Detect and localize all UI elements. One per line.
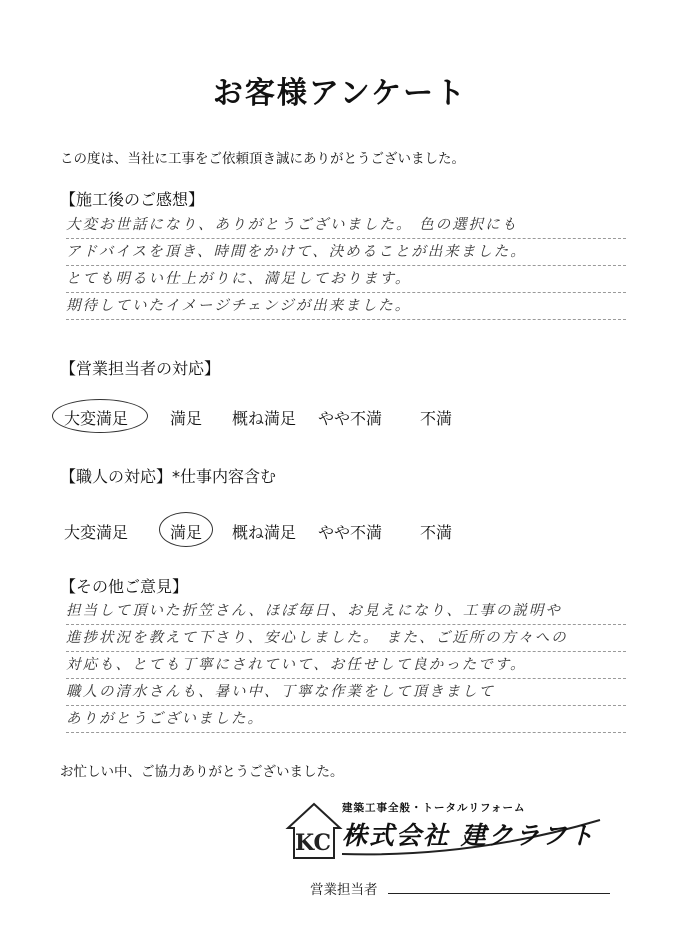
sales-option-somewhat-dissatisfied[interactable]: やや不満: [318, 409, 383, 428]
craftsman-option-somewhat-dissatisfied[interactable]: やや不満: [318, 523, 383, 542]
impressions-line: アドバイスを頂き、時間をかけて、決めることが出来ました。: [66, 240, 626, 266]
logo-letters: KC: [295, 830, 332, 856]
other-line: 対応も、とても丁寧にされていて、お任せして良かったです。: [66, 653, 626, 679]
signature-line[interactable]: [388, 893, 610, 894]
craftsman-option-mostly-satisfied[interactable]: 概ね満足: [232, 523, 297, 542]
impressions-line: 期待していたイメージチェンジが出来ました。: [66, 294, 626, 320]
impressions-line: とても明るい仕上がりに、満足しております。: [66, 267, 626, 293]
other-heading: 【その他ご意見】: [60, 577, 189, 596]
craftsman-option-satisfied[interactable]: 満足: [170, 523, 203, 542]
closing-text: お忙しい中、ご協力ありがとうございました。: [60, 764, 344, 780]
craftsman-option-very-satisfied[interactable]: 大変満足: [64, 523, 129, 542]
sales-option-mostly-satisfied[interactable]: 概ね満足: [232, 409, 297, 428]
craftsman-heading: 【職人の対応】*仕事内容含む: [60, 467, 277, 486]
intro-text: この度は、当社に工事をご依頼頂き誠にありがとうございました。: [60, 151, 465, 167]
signature-label: 営業担当者: [310, 882, 378, 898]
sales-option-dissatisfied[interactable]: 不満: [420, 409, 453, 428]
other-line: 進捗状況を教えて下さり、安心しました。 また、ご近所の方々への: [66, 626, 626, 652]
impressions-heading: 【施工後のご感想】: [60, 190, 205, 209]
sales-heading: 【営業担当者の対応】: [60, 359, 221, 378]
other-line: 職人の清水さんも、暑い中、丁寧な作業をして頂きまして: [66, 680, 626, 706]
company-name: 株式会社 建クラフト: [342, 821, 596, 850]
page-title: お客様アンケート: [212, 76, 468, 111]
impressions-line: 大変お世話になり、ありがとうございました。 色の選択にも: [66, 213, 626, 239]
sales-option-satisfied[interactable]: 満足: [170, 409, 203, 428]
other-line: 担当して頂いた折笠さん、ほぼ毎日、お見えになり、工事の説明や: [66, 599, 626, 625]
craftsman-option-dissatisfied[interactable]: 不満: [420, 523, 453, 542]
other-line: ありがとうございました。: [66, 707, 626, 733]
company-subtitle: 建築工事全般・トータルリフォーム: [342, 802, 526, 814]
sales-option-very-satisfied[interactable]: 大変満足: [64, 409, 129, 428]
